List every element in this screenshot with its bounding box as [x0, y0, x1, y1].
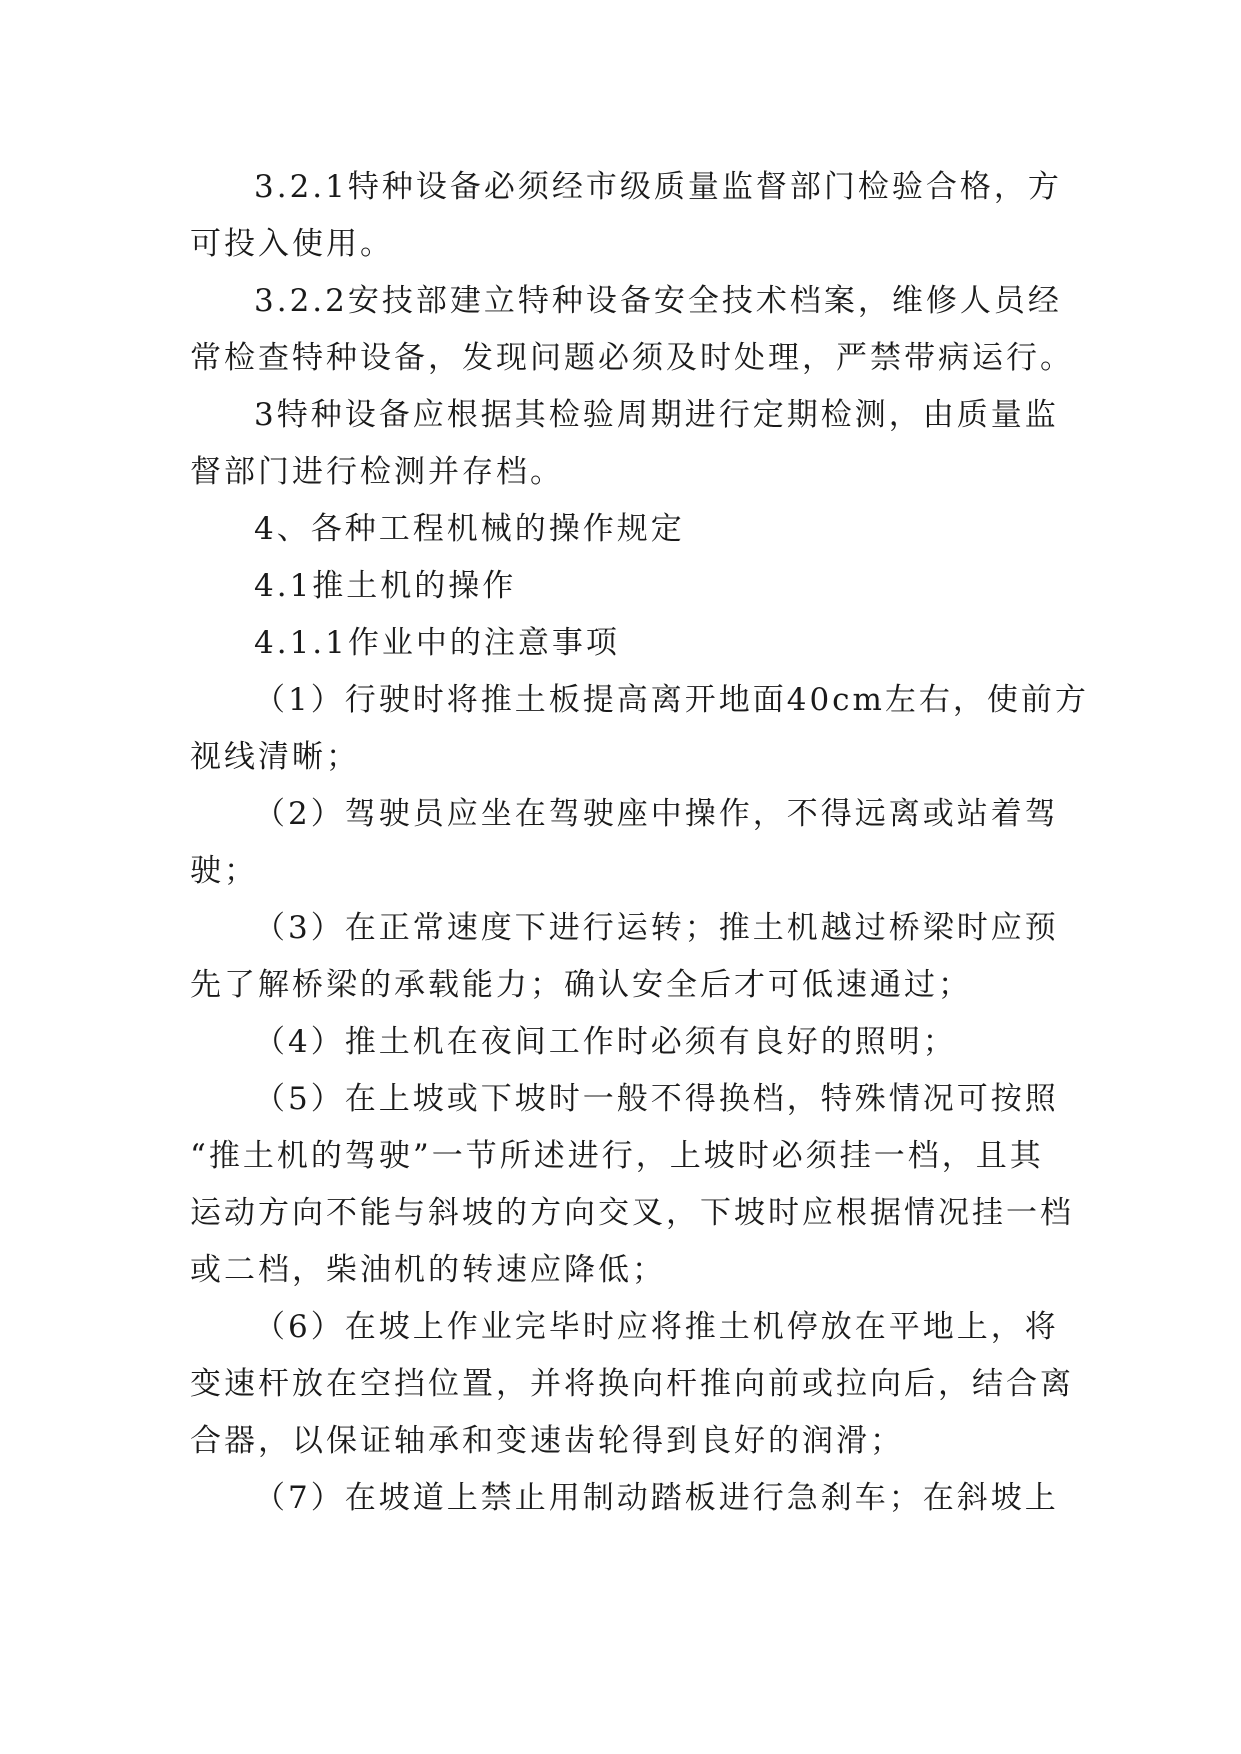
list-item-line: 先了解桥梁的承载能力；确认安全后才可低速通过；: [190, 967, 972, 1003]
list-item-line: （6）在坡上作业完毕时应将推土机停放在平地上，将: [254, 1309, 1059, 1345]
list-item-line: 变速杆放在空挡位置，并将换向杆推向前或拉向后，结合离: [190, 1366, 1074, 1402]
list-item-line: （1）行驶时将推土板提高离开地面40cm左右，使前方: [254, 682, 1089, 718]
paragraph-line: 3特种设备应根据其检验周期进行定期检测，由质量监: [254, 397, 1059, 433]
list-item-line: 合器，以保证轴承和变速齿轮得到良好的润滑；: [190, 1423, 904, 1459]
list-item-line: （7）在坡道上禁止用制动踏板进行急刹车；在斜坡上: [254, 1480, 1059, 1516]
list-item-line: （3）在正常速度下进行运转；推土机越过桥梁时应预: [254, 910, 1059, 946]
subsection-heading: 4.1.1作业中的注意事项: [254, 625, 620, 661]
list-item-line: 视线清晰；: [190, 739, 360, 775]
list-item-line: 驶；: [190, 853, 258, 889]
paragraph-line: 3.2.1特种设备必须经市级质量监督部门检验合格，方: [254, 169, 1062, 205]
subsection-heading: 4.1推土机的操作: [254, 568, 517, 604]
paragraph-line: 3.2.2安技部建立特种设备安全技术档案，维修人员经: [254, 283, 1062, 319]
paragraph-line: 常检查特种设备，发现问题必须及时处理，严禁带病运行。: [190, 340, 1074, 376]
list-item-line: “推土机的驾驶”一节所述进行，上坡时必须挂一档，且其: [190, 1138, 1044, 1174]
section-heading: 4、各种工程机械的操作规定: [254, 511, 685, 547]
list-item-line: （2）驾驶员应坐在驾驶座中操作，不得远离或站着驾: [254, 796, 1059, 832]
list-item-line: 运动方向不能与斜坡的方向交叉，下坡时应根据情况挂一档: [190, 1195, 1074, 1231]
paragraph-line: 可投入使用。: [190, 226, 394, 262]
list-item-line: （4）推土机在夜间工作时必须有良好的照明；: [254, 1024, 957, 1060]
paragraph-line: 督部门进行检测并存档。: [190, 454, 564, 490]
list-item-line: （5）在上坡或下坡时一般不得换档，特殊情况可按照: [254, 1081, 1059, 1117]
list-item-line: 或二档，柴油机的转速应降低；: [190, 1252, 666, 1288]
